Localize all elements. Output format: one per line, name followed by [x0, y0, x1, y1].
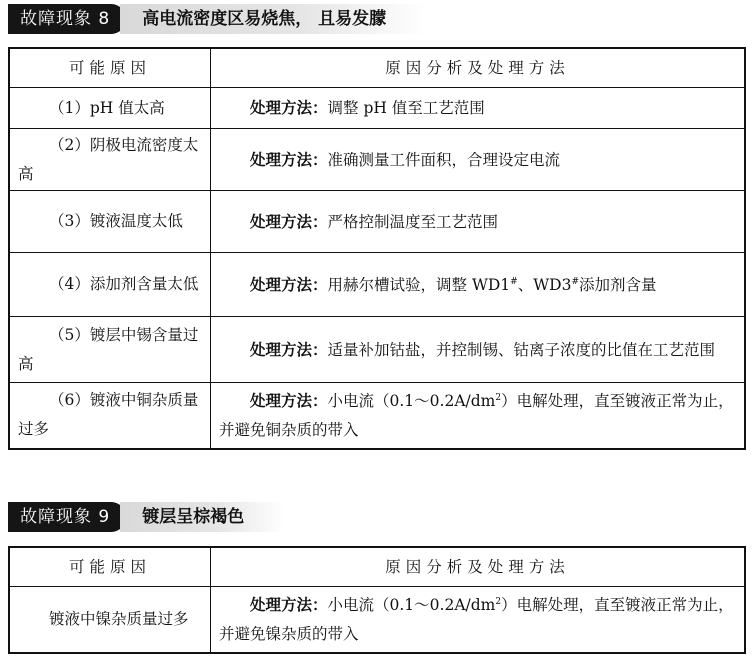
fault-tag: 故障现象 8: [8, 4, 126, 34]
column-header-method: 原因分析及处理方法: [211, 48, 746, 88]
fault-header-8: [8, 4, 426, 34]
fault-title: 高电流密度区易烧焦， 且易发朦: [120, 4, 426, 34]
superscript: 2: [495, 392, 502, 403]
cause-cell: （1）pH 值太高: [9, 88, 211, 129]
method-label: 处理方法：: [250, 274, 328, 294]
table-row: [9, 191, 745, 253]
method-text: ）电解处理，直至镀液正常为止，并避免铜杂质的带入: [219, 391, 734, 439]
superscript: #: [571, 276, 579, 287]
column-header-cause: 可能原因: [9, 547, 211, 587]
method-text: 小电流（0.1～0.2A/dm: [327, 391, 496, 410]
method-label: 处理方法：: [250, 390, 328, 410]
cause-cell: （3）镀液温度太低: [9, 191, 211, 253]
cause-cell: （6）镀液中铜杂质量过多: [9, 383, 211, 449]
superscript: 2: [495, 596, 502, 607]
table-row: [9, 383, 745, 449]
fault-table-8: [8, 47, 746, 450]
method-text: 添加剂含量: [579, 275, 657, 294]
method-cell: [211, 253, 746, 317]
table-row: [9, 317, 745, 383]
method-cell: [211, 317, 746, 383]
cause-cell: （2）阴极电流密度太高: [9, 129, 211, 191]
method-cell: [211, 191, 746, 253]
column-header-method: 原因分析及处理方法: [211, 547, 746, 587]
method-label: 处理方法：: [250, 98, 328, 117]
method-label: 处理方法：: [250, 594, 328, 614]
column-header-cause: 可能原因: [9, 48, 211, 88]
method-text: ）电解处理，直至镀液正常为止，并避免镍杂质的带入: [219, 595, 734, 643]
method-cell: [211, 587, 746, 653]
method-label: 处理方法：: [250, 149, 328, 169]
fault-tag: 故障现象 9: [8, 502, 126, 532]
method-text: 严格控制温度至工艺范围: [327, 212, 499, 231]
method-text: 适量补加钴盐，并控制锡、钴离子浓度的比值在工艺范围: [327, 340, 716, 359]
superscript: #: [510, 276, 518, 287]
method-text: 调整 pH 值至工艺范围: [327, 99, 485, 117]
method-text: 小电流（0.1～0.2A/dm: [327, 595, 496, 614]
cause-cell: （4）添加剂含量太低: [9, 253, 211, 317]
method-text: 、WD3: [517, 275, 572, 294]
cause-cell: 镀液中镍杂质量过多: [9, 587, 211, 653]
table-row: [9, 587, 745, 653]
table-header-row: [9, 547, 745, 587]
method-label: 处理方法：: [250, 339, 328, 359]
fault-title: 镀层呈棕褐色: [120, 502, 284, 532]
table-header-row: [9, 48, 745, 88]
method-text: 用赫尔槽试验，调整 WD1: [327, 275, 511, 294]
table-row: [9, 129, 745, 191]
fault-table-9: [8, 546, 746, 654]
method-cell: [211, 129, 746, 191]
fault-header-9: [8, 502, 284, 532]
table-row: [9, 253, 745, 317]
table-row: [9, 88, 745, 129]
method-cell: [211, 88, 746, 129]
method-text: 准确测量工件面积，合理设定电流: [327, 150, 561, 169]
method-label: 处理方法：: [250, 211, 328, 231]
method-cell: [211, 383, 746, 449]
cause-cell: （5）镀层中锡含量过高: [9, 317, 211, 383]
